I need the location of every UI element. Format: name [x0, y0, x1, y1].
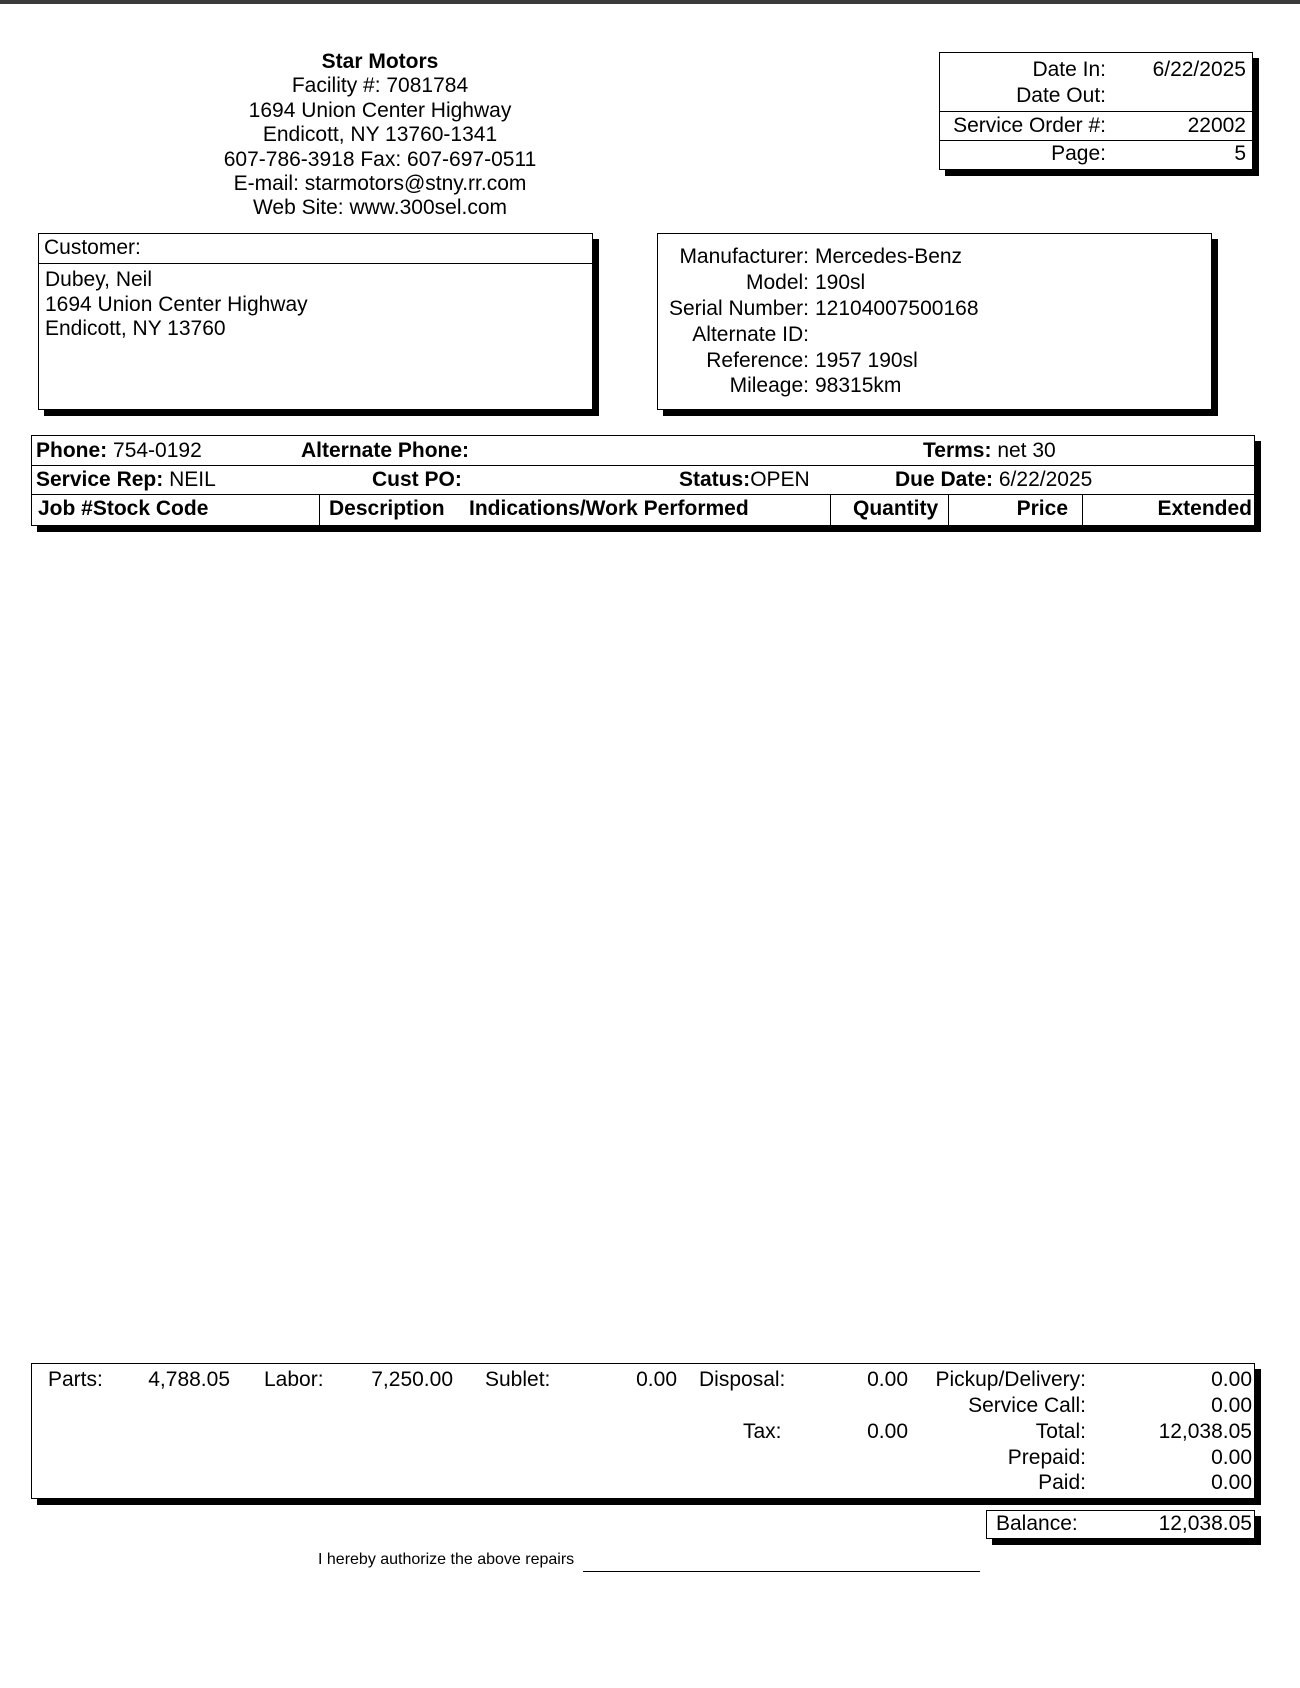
labor-label: Labor: — [264, 1368, 324, 1391]
customer-address-line1: 1694 Union Center Highway — [45, 292, 308, 316]
dealer-address-line1: 1694 Union Center Highway — [248, 98, 512, 122]
labor-value: 7,250.00 — [371, 1368, 453, 1391]
terms-value: net 30 — [997, 439, 1056, 462]
status-value: OPEN — [750, 468, 810, 491]
totals-box — [31, 1363, 1255, 1499]
parts-label: Parts: — [48, 1368, 103, 1391]
customer-address-line2: Endicott, NY 13760 — [45, 317, 226, 340]
column-job-stock-code: Job #Stock Code — [38, 497, 209, 520]
dealer-address-line2: Endicott, NY 13760-1341 — [262, 123, 498, 147]
top-border-line — [0, 0, 1300, 4]
mileage-value: 98315km — [815, 374, 902, 397]
manufacturer-value: Mercedes-Benz — [815, 245, 963, 268]
parts-value: 4,788.05 — [148, 1368, 230, 1391]
column-price: Price — [1016, 497, 1068, 520]
authorization-text: I hereby authorize the above repairs — [318, 1551, 575, 1568]
pickup-delivery-label: Pickup/Delivery: — [935, 1368, 1086, 1391]
mileage-label: Mileage: — [729, 374, 809, 397]
balance-label: Balance: — [996, 1512, 1078, 1535]
tax-label: Tax: — [743, 1420, 782, 1443]
service-call-label: Service Call: — [968, 1394, 1086, 1417]
balance-box — [986, 1510, 1255, 1539]
balance-value: 12,038.05 — [1158, 1512, 1252, 1535]
manufacturer-label: Manufacturer: — [679, 245, 809, 268]
dealer-facility: Facility #: 7081784 — [291, 74, 469, 98]
dealer-email: E-mail: starmotors@stny.rr.com — [233, 172, 527, 196]
dealer-name: Star Motors — [321, 50, 439, 73]
alternate-id-label: Alternate ID: — [692, 323, 809, 346]
reference-value: 1957 190sl — [815, 349, 918, 372]
serial-number-label: Serial Number: — [668, 297, 809, 320]
alternate-phone-label: Alternate Phone: — [301, 439, 470, 462]
total-label: Total: — [1035, 1420, 1086, 1443]
signature-line[interactable] — [583, 1571, 980, 1572]
order-info-box — [939, 52, 1253, 170]
page-label: Page: — [1051, 142, 1106, 165]
customer-name: Dubey, Neil — [45, 268, 152, 291]
column-extended: Extended — [1157, 497, 1252, 520]
column-quantity: Quantity — [853, 497, 939, 520]
pickup-delivery-value: 0.00 — [1211, 1368, 1252, 1391]
date-in-value: 6/22/2025 — [1152, 58, 1246, 81]
total-value: 12,038.05 — [1158, 1420, 1252, 1443]
terms-label: Terms: — [923, 439, 992, 462]
column-indications-work-performed: Indications/Work Performed — [469, 497, 749, 520]
phone-label: Phone: — [36, 439, 108, 462]
date-out-label: Date Out: — [1016, 84, 1106, 107]
column-divider — [948, 494, 949, 525]
date-in-label: Date In: — [1032, 58, 1106, 81]
due-date-label: Due Date: — [895, 468, 994, 491]
dealer-website: Web Site: www.300sel.com — [252, 196, 508, 220]
prepaid-value: 0.00 — [1211, 1446, 1252, 1469]
column-divider — [1082, 494, 1083, 525]
customer-box — [38, 233, 593, 410]
disposal-label: Disposal: — [699, 1368, 786, 1391]
column-divider — [319, 494, 320, 525]
cust-po-label: Cust PO: — [372, 468, 462, 491]
serial-number-value: 12104007500168 — [815, 297, 979, 320]
column-description: Description — [329, 497, 445, 520]
reference-label: Reference: — [706, 349, 809, 372]
customer-label: Customer: — [39, 234, 592, 264]
order-box-divider — [940, 111, 1252, 112]
dealer-phone-fax: 607-786-3918 Fax: 607-697-0511 — [223, 147, 537, 171]
prepaid-label: Prepaid: — [1007, 1446, 1086, 1469]
service-order-label: Service Order #: — [953, 114, 1106, 137]
sublet-label: Sublet: — [485, 1368, 551, 1391]
vehicle-box — [657, 233, 1212, 410]
tax-value: 0.00 — [867, 1420, 908, 1443]
info-table — [31, 435, 1255, 526]
page-value: 5 — [1234, 142, 1246, 165]
sublet-value: 0.00 — [636, 1368, 677, 1391]
column-divider — [830, 494, 831, 525]
service-rep-value: NEIL — [169, 468, 216, 491]
paid-label: Paid: — [1038, 1471, 1086, 1494]
model-label: Model: — [745, 271, 809, 294]
service-call-value: 0.00 — [1211, 1394, 1252, 1417]
service-order-value: 22002 — [1187, 114, 1246, 137]
dealer-header — [180, 50, 580, 221]
paid-value: 0.00 — [1211, 1471, 1252, 1494]
service-rep-label: Service Rep: — [36, 468, 164, 491]
model-value: 190sl — [815, 271, 866, 294]
phone-value: 754-0192 — [113, 439, 202, 462]
status-label: Status: — [679, 468, 751, 491]
disposal-value: 0.00 — [867, 1368, 908, 1391]
due-date-value: 6/22/2025 — [998, 468, 1093, 491]
